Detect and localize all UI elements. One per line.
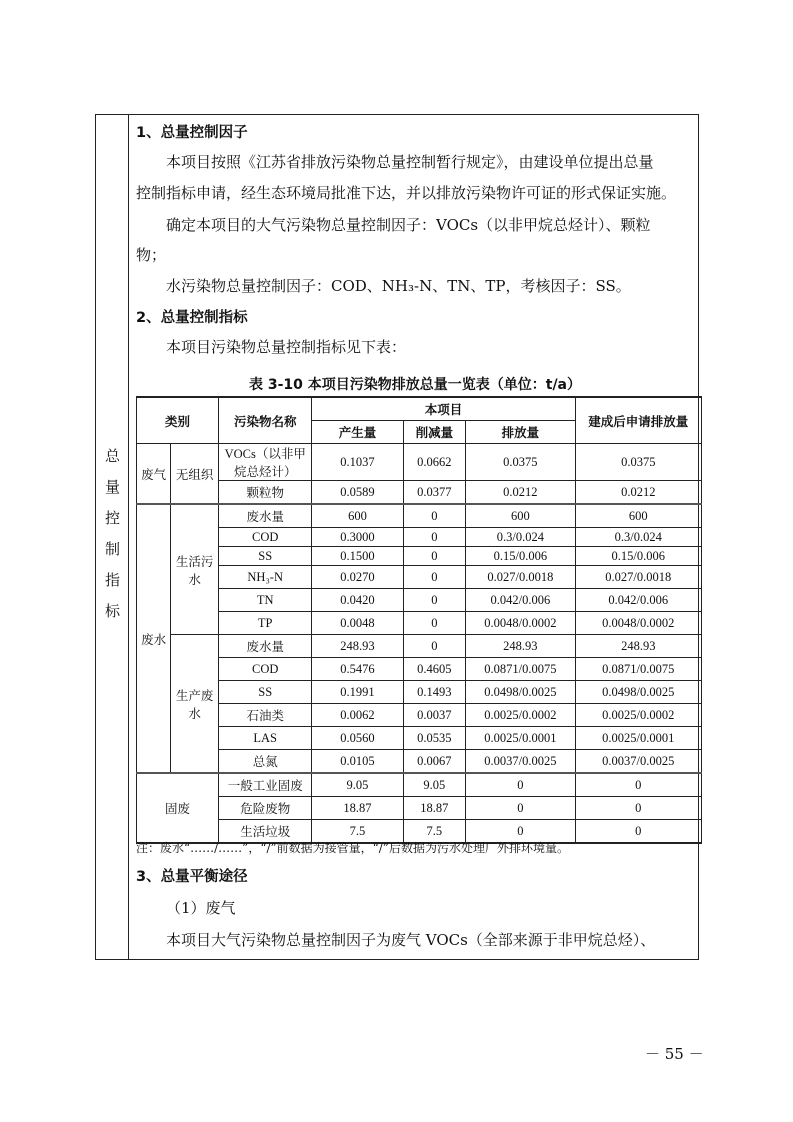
cell-reduced: 0 — [403, 612, 466, 635]
paragraph: 本项目大气污染物总量控制因子为废气 VOCs（全部来源于非甲烷总烃）、 — [166, 931, 656, 949]
cell-discharged: 0 — [466, 773, 575, 797]
table-row — [137, 589, 702, 612]
emissions-table — [136, 396, 702, 844]
cell-produced: 18.87 — [312, 797, 403, 820]
header-pollutant: 污染物名称 — [219, 397, 312, 444]
table-note: 注：废水“……/……”，“/”前数据为接管量，“/”后数据为污水处理厂外排环境量。 — [136, 841, 569, 855]
table-row — [137, 528, 702, 547]
cell-applied: 0.15/0.006 — [575, 547, 701, 566]
cell-reduced: 0 — [403, 635, 466, 658]
cell-applied: 0.0212 — [575, 481, 701, 505]
cell-applied: 0.0871/0.0075 — [575, 658, 701, 681]
cell-pollutant: VOCs（以非甲烷总烃计） — [219, 444, 312, 481]
header-produced: 产生量 — [312, 421, 403, 444]
label-char: 总 — [104, 447, 120, 465]
cell-reduced: 0 — [403, 547, 466, 566]
page-frame — [95, 114, 699, 960]
cell-discharged: 0.027/0.0018 — [466, 566, 575, 589]
cell-produced: 0.0105 — [312, 750, 403, 774]
cell-pollutant: 一般工业固废 — [219, 773, 312, 797]
cell-applied: 0.042/0.006 — [575, 589, 701, 612]
cell-discharged: 0.0048/0.0002 — [466, 612, 575, 635]
table-row — [137, 612, 702, 635]
cell-reduced: 0 — [403, 504, 466, 528]
cell-discharged: 600 — [466, 504, 575, 528]
cell-applied: 0.0375 — [575, 444, 701, 481]
cell-pollutant: COD — [219, 528, 312, 547]
subheading: （1）废气 — [166, 899, 236, 917]
cell-reduced: 18.87 — [403, 797, 466, 820]
label-char: 控 — [104, 509, 120, 527]
cell-discharged: 248.93 — [466, 635, 575, 658]
table-row — [137, 504, 702, 528]
cell-produced: 600 — [312, 504, 403, 528]
cell-produced: 0.0420 — [312, 589, 403, 612]
vertical-label — [96, 441, 129, 627]
cell-reduced: 0.0037 — [403, 704, 466, 727]
paragraph: 本项目污染物总量控制指标见下表： — [166, 338, 407, 356]
cell-pollutant: 危险废物 — [219, 797, 312, 820]
cell-reduced: 0.0377 — [403, 481, 466, 505]
cell-reduced: 0.0662 — [403, 444, 466, 481]
cell-applied: 0 — [575, 820, 701, 844]
table-row — [137, 481, 702, 505]
cell-pollutant: 颗粒物 — [219, 481, 312, 505]
header-reduced: 削减量 — [403, 421, 466, 444]
cell-reduced: 7.5 — [403, 820, 466, 844]
cell-discharged: 0.0375 — [466, 444, 575, 481]
header-category: 类别 — [137, 397, 219, 444]
cell-pollutant: SS — [219, 547, 312, 566]
cell-produced: 0.1500 — [312, 547, 403, 566]
cell-produced: 7.5 — [312, 820, 403, 844]
cell-produced: 9.05 — [312, 773, 403, 797]
section3-heading: 3、总量平衡途径 — [136, 869, 248, 885]
cell-pollutant: NH₃-N — [219, 566, 312, 589]
group-fugitive: 无组织 — [171, 444, 219, 505]
paragraph: 水污染物总量控制因子：COD、NH₃-N、TN、TP，考核因子：SS。 — [166, 277, 631, 295]
cell-discharged: 0 — [466, 797, 575, 820]
cell-produced: 248.93 — [312, 635, 403, 658]
table-row — [137, 681, 702, 704]
cell-discharged: 0.0025/0.0001 — [466, 727, 575, 750]
header-applied: 建成后申请排放量 — [575, 397, 701, 444]
cell-applied: 0.0025/0.0002 — [575, 704, 701, 727]
group-waste-water: 废水 — [137, 504, 171, 773]
cell-pollutant: 废水量 — [219, 635, 312, 658]
label-char: 制 — [104, 540, 120, 558]
table-row — [137, 727, 702, 750]
cell-pollutant: SS — [219, 681, 312, 704]
table-row — [137, 797, 702, 820]
cell-applied: 600 — [575, 504, 701, 528]
cell-pollutant: 石油类 — [219, 704, 312, 727]
cell-applied: 0.0025/0.0001 — [575, 727, 701, 750]
label-char: 标 — [104, 602, 120, 620]
cell-pollutant: 废水量 — [219, 504, 312, 528]
cell-applied: 0.3/0.024 — [575, 528, 701, 547]
cell-applied: 0 — [575, 773, 701, 797]
cell-reduced: 0 — [403, 589, 466, 612]
cell-discharged: 0 — [466, 820, 575, 844]
cell-reduced: 0.0535 — [403, 727, 466, 750]
cell-pollutant: TP — [219, 612, 312, 635]
header-project: 本项目 — [312, 397, 575, 421]
cell-applied: 0 — [575, 797, 701, 820]
section1-heading: 1、总量控制因子 — [136, 125, 248, 141]
cell-discharged: 0.3/0.024 — [466, 528, 575, 547]
group-domestic: 生活污水 — [171, 504, 219, 635]
table-row — [137, 704, 702, 727]
cell-produced: 0.0270 — [312, 566, 403, 589]
cell-pollutant: LAS — [219, 727, 312, 750]
table-row — [137, 635, 702, 658]
group-waste-gas: 废气 — [137, 444, 171, 505]
cell-applied: 0.0048/0.0002 — [575, 612, 701, 635]
cell-discharged: 0.0212 — [466, 481, 575, 505]
cell-discharged: 0.0025/0.0002 — [466, 704, 575, 727]
cell-pollutant: 生活垃圾 — [219, 820, 312, 844]
cell-discharged: 0.0871/0.0075 — [466, 658, 575, 681]
paragraph: 本项目按照《江苏省排放污染物总量控制暂行规定》，由建设单位提出总量 — [166, 153, 654, 171]
cell-produced: 0.1991 — [312, 681, 403, 704]
cell-reduced: 0 — [403, 528, 466, 547]
left-label-column — [96, 115, 129, 959]
cell-produced: 0.0589 — [312, 481, 403, 505]
cell-produced: 0.0062 — [312, 704, 403, 727]
cell-produced: 0.1037 — [312, 444, 403, 481]
cell-reduced: 9.05 — [403, 773, 466, 797]
cell-pollutant: TN — [219, 589, 312, 612]
table-row — [137, 658, 702, 681]
paragraph: 确定本项目的大气污染物总量控制因子：VOCs（以非甲烷总烃计）、颗粒 — [166, 216, 651, 234]
cell-reduced: 0.1493 — [403, 681, 466, 704]
cell-applied: 248.93 — [575, 635, 701, 658]
section2-heading: 2、总量控制指标 — [136, 310, 248, 326]
cell-reduced: 0 — [403, 566, 466, 589]
table-row — [137, 773, 702, 797]
cell-discharged: 0.0037/0.0025 — [466, 750, 575, 774]
table-row — [137, 547, 702, 566]
cell-pollutant: COD — [219, 658, 312, 681]
group-solid: 固废 — [137, 773, 219, 843]
cell-reduced: 0.4605 — [403, 658, 466, 681]
table-row — [137, 750, 702, 774]
cell-produced: 0.0048 — [312, 612, 403, 635]
table-row — [137, 566, 702, 589]
label-char: 量 — [104, 478, 120, 496]
table-caption: 表 3-10 本项目污染物排放总量一览表（单位：t/a） — [248, 377, 582, 393]
cell-produced: 0.3000 — [312, 528, 403, 547]
header-row — [137, 397, 702, 421]
header-discharged: 排放量 — [466, 421, 575, 444]
page-number: － 55 － — [645, 1045, 704, 1063]
paragraph: 控制指标申请，经生态环境局批准下达，并以排放污染物许可证的形式保证实施。 — [136, 184, 677, 202]
cell-discharged: 0.0498/0.0025 — [466, 681, 575, 704]
cell-applied: 0.027/0.0018 — [575, 566, 701, 589]
cell-discharged: 0.042/0.006 — [466, 589, 575, 612]
cell-pollutant: 总氮 — [219, 750, 312, 774]
paragraph: 物； — [136, 246, 167, 264]
cell-applied: 0.0037/0.0025 — [575, 750, 701, 774]
cell-applied: 0.0498/0.0025 — [575, 681, 701, 704]
table-row — [137, 444, 702, 481]
cell-produced: 0.5476 — [312, 658, 403, 681]
cell-reduced: 0.0067 — [403, 750, 466, 774]
cell-discharged: 0.15/0.006 — [466, 547, 575, 566]
group-production: 生产废水 — [171, 635, 219, 774]
label-char: 指 — [104, 571, 120, 589]
cell-produced: 0.0560 — [312, 727, 403, 750]
